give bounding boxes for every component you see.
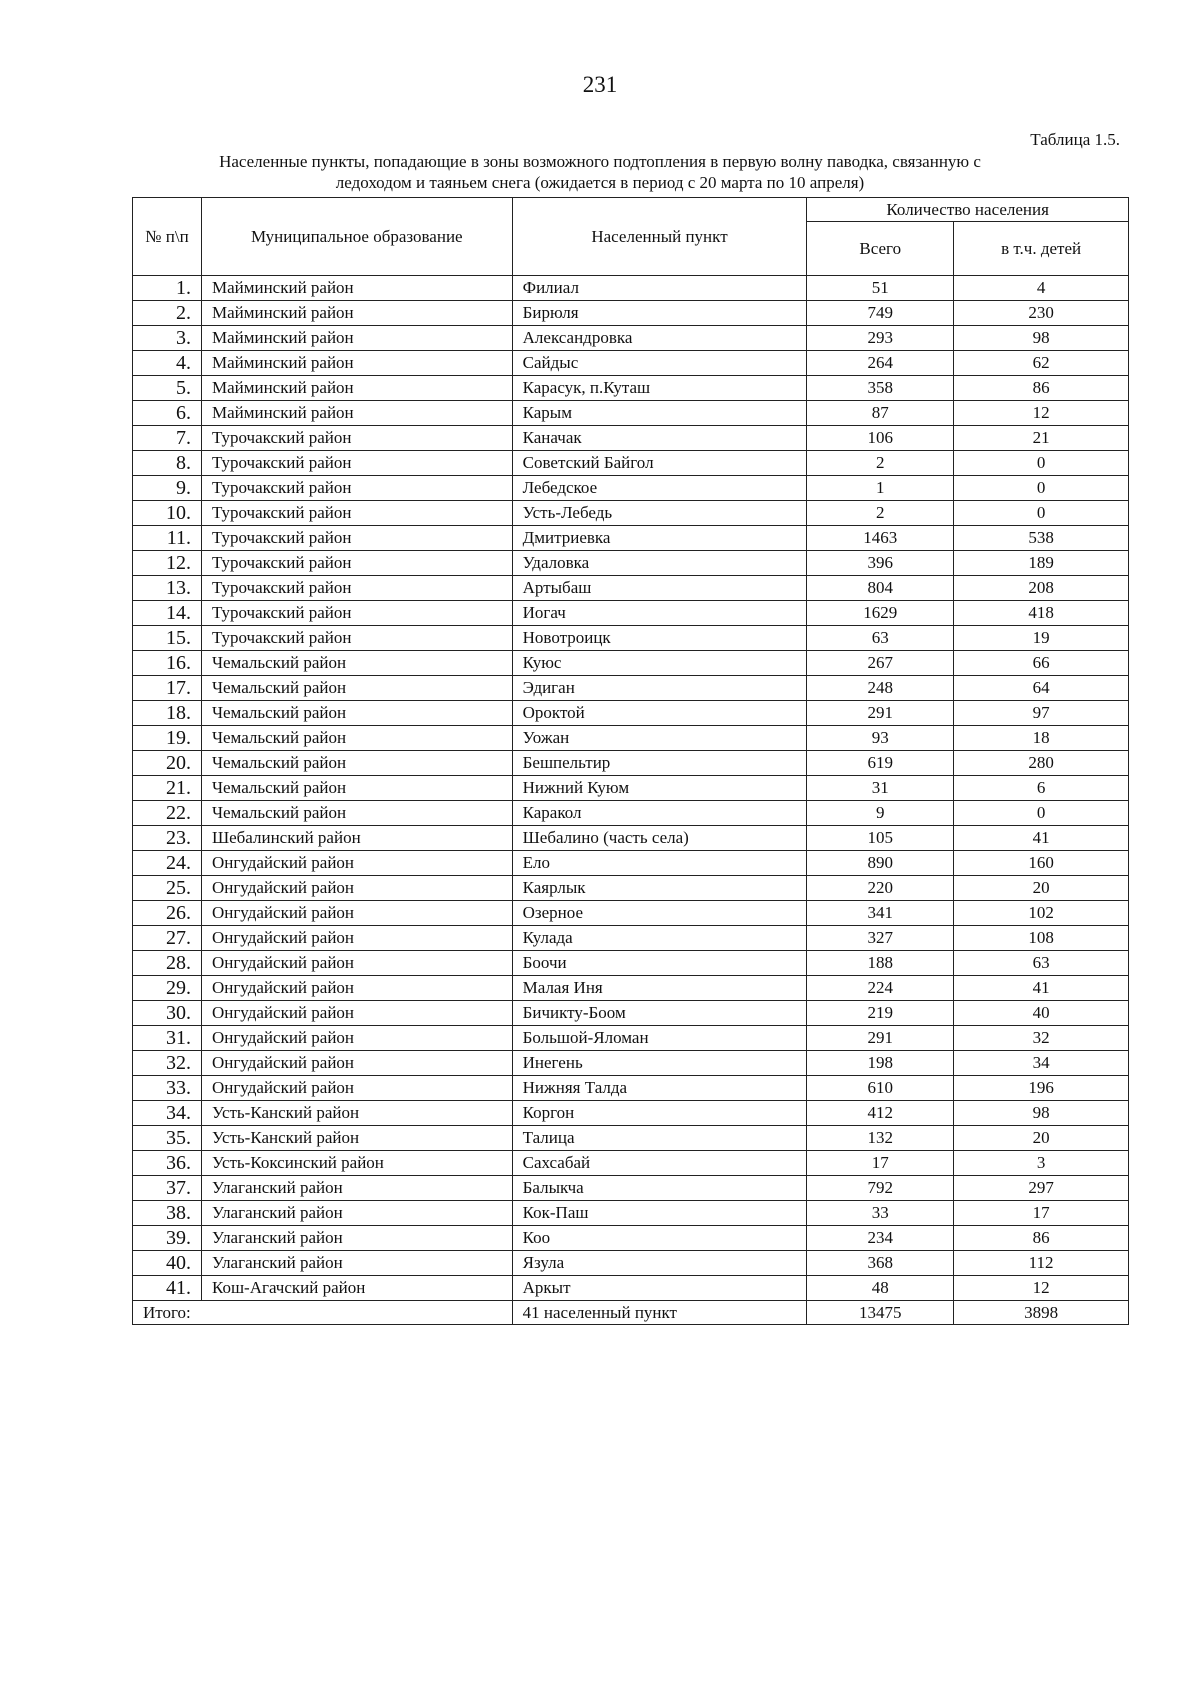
table-row	[133, 476, 1129, 501]
children-cell: 98	[954, 1101, 1129, 1126]
municipality-cell: Майминский район	[201, 376, 512, 401]
row-number: 25.	[133, 876, 202, 901]
settlement-cell: Удаловка	[512, 551, 807, 576]
table-row	[133, 776, 1129, 801]
total-cell: 412	[807, 1101, 954, 1126]
total-cell: 396	[807, 551, 954, 576]
settlement-cell: Боочи	[512, 951, 807, 976]
totals-total: 13475	[807, 1301, 954, 1325]
total-cell: 106	[807, 426, 954, 451]
row-number: 11.	[133, 526, 202, 551]
settlement-cell: Уожан	[512, 726, 807, 751]
children-cell: 108	[954, 926, 1129, 951]
table-row	[133, 1126, 1129, 1151]
row-number: 3.	[133, 326, 202, 351]
row-number: 16.	[133, 651, 202, 676]
table-row	[133, 351, 1129, 376]
municipality-cell: Чемальский район	[201, 651, 512, 676]
table-row	[133, 501, 1129, 526]
total-cell: 248	[807, 676, 954, 701]
row-number: 39.	[133, 1226, 202, 1251]
table-body	[133, 276, 1129, 1301]
table-row	[133, 1076, 1129, 1101]
header-num: № п\п	[133, 198, 202, 276]
municipality-cell: Онгудайский район	[201, 926, 512, 951]
settlement-cell: Каракол	[512, 801, 807, 826]
settlement-cell: Шебалино (часть села)	[512, 826, 807, 851]
row-number: 12.	[133, 551, 202, 576]
table-row	[133, 626, 1129, 651]
municipality-cell: Усть-Коксинский район	[201, 1151, 512, 1176]
children-cell: 86	[954, 1226, 1129, 1251]
children-cell: 63	[954, 951, 1129, 976]
municipality-cell: Турочакский район	[201, 526, 512, 551]
total-cell: 619	[807, 751, 954, 776]
children-cell: 6	[954, 776, 1129, 801]
children-cell: 21	[954, 426, 1129, 451]
settlement-cell: Кок-Паш	[512, 1201, 807, 1226]
children-cell: 19	[954, 626, 1129, 651]
municipality-cell: Улаганский район	[201, 1176, 512, 1201]
municipality-cell: Онгудайский район	[201, 901, 512, 926]
settlement-cell: Ело	[512, 851, 807, 876]
settlement-cell: Карасук, п.Куташ	[512, 376, 807, 401]
children-cell: 208	[954, 576, 1129, 601]
settlement-cell: Бичикту-Боом	[512, 1001, 807, 1026]
children-cell: 12	[954, 1276, 1129, 1301]
row-number: 38.	[133, 1201, 202, 1226]
children-cell: 0	[954, 451, 1129, 476]
municipality-cell: Турочакский район	[201, 551, 512, 576]
settlement-cell: Бешпельтир	[512, 751, 807, 776]
row-number: 29.	[133, 976, 202, 1001]
settlement-cell: Лебедское	[512, 476, 807, 501]
children-cell: 41	[954, 976, 1129, 1001]
children-cell: 40	[954, 1001, 1129, 1026]
children-cell: 98	[954, 326, 1129, 351]
row-number: 15.	[133, 626, 202, 651]
caption-line-2: ледоходом и таяньем снега (ожидается в период с 20 марта по 10 апреля)	[335, 173, 865, 192]
row-number: 10.	[133, 501, 202, 526]
municipality-cell: Чемальский район	[201, 776, 512, 801]
row-number: 1.	[133, 276, 202, 301]
total-cell: 17	[807, 1151, 954, 1176]
children-cell: 189	[954, 551, 1129, 576]
settlement-cell: Язула	[512, 1251, 807, 1276]
row-number: 31.	[133, 1026, 202, 1051]
totals-children: 3898	[954, 1301, 1129, 1325]
row-number: 20.	[133, 751, 202, 776]
total-cell: 132	[807, 1126, 954, 1151]
settlement-cell: Нижняя Талда	[512, 1076, 807, 1101]
children-cell: 86	[954, 376, 1129, 401]
table-row	[133, 401, 1129, 426]
settlement-cell: Балыкча	[512, 1176, 807, 1201]
total-cell: 804	[807, 576, 954, 601]
table-row	[133, 1051, 1129, 1076]
municipality-cell: Онгудайский район	[201, 1076, 512, 1101]
table-row	[133, 1201, 1129, 1226]
total-cell: 267	[807, 651, 954, 676]
settlement-cell: Кулада	[512, 926, 807, 951]
settlement-cell: Карым	[512, 401, 807, 426]
caption-line-1: Населенные пункты, попадающие в зоны возможного подтопления в первую волну паводка, связанную с	[219, 152, 981, 171]
total-cell: 31	[807, 776, 954, 801]
children-cell: 97	[954, 701, 1129, 726]
table-row	[133, 451, 1129, 476]
municipality-cell: Кош-Агачский район	[201, 1276, 512, 1301]
municipality-cell: Майминский район	[201, 276, 512, 301]
municipality-cell: Чемальский район	[201, 726, 512, 751]
row-number: 5.	[133, 376, 202, 401]
table-row	[133, 526, 1129, 551]
table-row	[133, 1101, 1129, 1126]
children-cell: 66	[954, 651, 1129, 676]
header-municipality: Муниципальное образование	[201, 198, 512, 276]
settlement-cell: Озерное	[512, 901, 807, 926]
settlement-cell: Сайдыс	[512, 351, 807, 376]
row-number: 41.	[133, 1276, 202, 1301]
row-number: 18.	[133, 701, 202, 726]
total-cell: 48	[807, 1276, 954, 1301]
row-number: 9.	[133, 476, 202, 501]
row-number: 6.	[133, 401, 202, 426]
total-cell: 198	[807, 1051, 954, 1076]
children-cell: 12	[954, 401, 1129, 426]
row-number: 17.	[133, 676, 202, 701]
total-cell: 368	[807, 1251, 954, 1276]
children-cell: 17	[954, 1201, 1129, 1226]
row-number: 37.	[133, 1176, 202, 1201]
children-cell: 18	[954, 726, 1129, 751]
children-cell: 3	[954, 1151, 1129, 1176]
children-cell: 20	[954, 876, 1129, 901]
table-row	[133, 976, 1129, 1001]
total-cell: 51	[807, 276, 954, 301]
totals-settlements: 41 населенный пункт	[512, 1301, 807, 1325]
total-cell: 93	[807, 726, 954, 751]
settlement-cell: Нижний Куюм	[512, 776, 807, 801]
settlement-cell: Малая Иня	[512, 976, 807, 1001]
municipality-cell: Улаганский район	[201, 1226, 512, 1251]
row-number: 21.	[133, 776, 202, 801]
settlement-cell: Большой-Яломан	[512, 1026, 807, 1051]
total-cell: 890	[807, 851, 954, 876]
header-total: Всего	[807, 222, 954, 276]
header-settlement: Населенный пункт	[512, 198, 807, 276]
table-row	[133, 301, 1129, 326]
settlement-cell: Эдиган	[512, 676, 807, 701]
table-row	[133, 851, 1129, 876]
table-row	[133, 926, 1129, 951]
table-row	[133, 651, 1129, 676]
settlement-cell: Иогач	[512, 601, 807, 626]
table-row	[133, 876, 1129, 901]
municipality-cell: Чемальский район	[201, 701, 512, 726]
children-cell: 280	[954, 751, 1129, 776]
children-cell: 20	[954, 1126, 1129, 1151]
municipality-cell: Майминский район	[201, 401, 512, 426]
municipality-cell: Турочакский район	[201, 601, 512, 626]
municipality-cell: Чемальский район	[201, 801, 512, 826]
total-cell: 1463	[807, 526, 954, 551]
settlement-cell: Сахсабай	[512, 1151, 807, 1176]
children-cell: 230	[954, 301, 1129, 326]
table-header	[133, 198, 1129, 276]
row-number: 33.	[133, 1076, 202, 1101]
table-row	[133, 376, 1129, 401]
municipality-cell: Чемальский район	[201, 676, 512, 701]
settlement-cell: Аркыт	[512, 1276, 807, 1301]
settlement-cell: Новотроицк	[512, 626, 807, 651]
municipality-cell: Майминский район	[201, 301, 512, 326]
total-cell: 219	[807, 1001, 954, 1026]
row-number: 23.	[133, 826, 202, 851]
row-number: 19.	[133, 726, 202, 751]
total-cell: 749	[807, 301, 954, 326]
row-number: 24.	[133, 851, 202, 876]
population-table	[132, 197, 1129, 1325]
settlement-cell: Каначак	[512, 426, 807, 451]
table-row	[133, 951, 1129, 976]
municipality-cell: Онгудайский район	[201, 1051, 512, 1076]
municipality-cell: Турочакский район	[201, 426, 512, 451]
municipality-cell: Онгудайский район	[201, 1026, 512, 1051]
municipality-cell: Онгудайский район	[201, 851, 512, 876]
table-row	[133, 326, 1129, 351]
total-cell: 220	[807, 876, 954, 901]
total-cell: 9	[807, 801, 954, 826]
municipality-cell: Онгудайский район	[201, 976, 512, 1001]
municipality-cell: Шебалинский район	[201, 826, 512, 851]
municipality-cell: Онгудайский район	[201, 1001, 512, 1026]
table-row	[133, 276, 1129, 301]
municipality-cell: Турочакский район	[201, 476, 512, 501]
total-cell: 293	[807, 326, 954, 351]
total-cell: 327	[807, 926, 954, 951]
total-cell: 234	[807, 1226, 954, 1251]
table-row	[133, 426, 1129, 451]
total-cell: 87	[807, 401, 954, 426]
total-cell: 1	[807, 476, 954, 501]
municipality-cell: Онгудайский район	[201, 876, 512, 901]
children-cell: 0	[954, 801, 1129, 826]
row-number: 14.	[133, 601, 202, 626]
row-number: 27.	[133, 926, 202, 951]
municipality-cell: Турочакский район	[201, 576, 512, 601]
table-row	[133, 1226, 1129, 1251]
settlement-cell: Коргон	[512, 1101, 807, 1126]
municipality-cell: Онгудайский район	[201, 951, 512, 976]
header-children: в т.ч. детей	[954, 222, 1129, 276]
table-row	[133, 1276, 1129, 1301]
total-cell: 610	[807, 1076, 954, 1101]
municipality-cell: Улаганский район	[201, 1201, 512, 1226]
municipality-cell: Майминский район	[201, 326, 512, 351]
children-cell: 538	[954, 526, 1129, 551]
settlement-cell: Коо	[512, 1226, 807, 1251]
row-number: 22.	[133, 801, 202, 826]
settlement-cell: Каярлык	[512, 876, 807, 901]
settlement-cell: Артыбаш	[512, 576, 807, 601]
row-number: 7.	[133, 426, 202, 451]
row-number: 32.	[133, 1051, 202, 1076]
children-cell: 64	[954, 676, 1129, 701]
children-cell: 62	[954, 351, 1129, 376]
table-totals	[133, 1301, 1129, 1325]
row-number: 26.	[133, 901, 202, 926]
children-cell: 4	[954, 276, 1129, 301]
settlement-cell: Ороктой	[512, 701, 807, 726]
row-number: 8.	[133, 451, 202, 476]
children-cell: 418	[954, 601, 1129, 626]
table-row	[133, 726, 1129, 751]
table-row	[133, 901, 1129, 926]
total-cell: 224	[807, 976, 954, 1001]
table-caption	[120, 151, 1080, 193]
row-number: 13.	[133, 576, 202, 601]
table-row	[133, 1026, 1129, 1051]
row-number: 35.	[133, 1126, 202, 1151]
total-cell: 792	[807, 1176, 954, 1201]
header-population: Количество населения	[807, 198, 1129, 222]
children-cell: 32	[954, 1026, 1129, 1051]
totals-label: Итого:	[133, 1301, 513, 1325]
municipality-cell: Турочакский район	[201, 626, 512, 651]
total-cell: 63	[807, 626, 954, 651]
row-number: 28.	[133, 951, 202, 976]
settlement-cell: Филиал	[512, 276, 807, 301]
total-cell: 2	[807, 501, 954, 526]
table-row	[133, 801, 1129, 826]
total-cell: 341	[807, 901, 954, 926]
municipality-cell: Улаганский район	[201, 1251, 512, 1276]
table-row	[133, 701, 1129, 726]
municipality-cell: Усть-Канский район	[201, 1126, 512, 1151]
settlement-cell: Куюс	[512, 651, 807, 676]
table-row	[133, 1176, 1129, 1201]
children-cell: 34	[954, 1051, 1129, 1076]
total-cell: 291	[807, 701, 954, 726]
children-cell: 0	[954, 501, 1129, 526]
table-row	[133, 751, 1129, 776]
municipality-cell: Чемальский район	[201, 751, 512, 776]
row-number: 2.	[133, 301, 202, 326]
table-row	[133, 551, 1129, 576]
total-cell: 33	[807, 1201, 954, 1226]
total-cell: 105	[807, 826, 954, 851]
row-number: 30.	[133, 1001, 202, 1026]
row-number: 4.	[133, 351, 202, 376]
settlement-cell: Советский Байгол	[512, 451, 807, 476]
total-cell: 1629	[807, 601, 954, 626]
children-cell: 0	[954, 476, 1129, 501]
settlement-cell: Усть-Лебедь	[512, 501, 807, 526]
total-cell: 358	[807, 376, 954, 401]
settlement-cell: Александровка	[512, 326, 807, 351]
table-row	[133, 576, 1129, 601]
children-cell: 102	[954, 901, 1129, 926]
row-number: 36.	[133, 1151, 202, 1176]
municipality-cell: Турочакский район	[201, 501, 512, 526]
row-number: 40.	[133, 1251, 202, 1276]
children-cell: 41	[954, 826, 1129, 851]
table-row	[133, 676, 1129, 701]
children-cell: 112	[954, 1251, 1129, 1276]
total-cell: 264	[807, 351, 954, 376]
total-cell: 291	[807, 1026, 954, 1051]
children-cell: 160	[954, 851, 1129, 876]
settlement-cell: Талица	[512, 1126, 807, 1151]
municipality-cell: Турочакский район	[201, 451, 512, 476]
table-row	[133, 826, 1129, 851]
settlement-cell: Дмитриевка	[512, 526, 807, 551]
children-cell: 297	[954, 1176, 1129, 1201]
table-row	[133, 1151, 1129, 1176]
total-cell: 188	[807, 951, 954, 976]
children-cell: 196	[954, 1076, 1129, 1101]
page-number: 231	[582, 72, 618, 97]
table-row	[133, 1251, 1129, 1276]
total-cell: 2	[807, 451, 954, 476]
table-row	[133, 1001, 1129, 1026]
settlement-cell: Бирюля	[512, 301, 807, 326]
municipality-cell: Усть-Канский район	[201, 1101, 512, 1126]
row-number: 34.	[133, 1101, 202, 1126]
settlement-cell: Инегень	[512, 1051, 807, 1076]
table-row	[133, 601, 1129, 626]
table-label: Таблица 1.5.	[1030, 130, 1120, 149]
municipality-cell: Майминский район	[201, 351, 512, 376]
